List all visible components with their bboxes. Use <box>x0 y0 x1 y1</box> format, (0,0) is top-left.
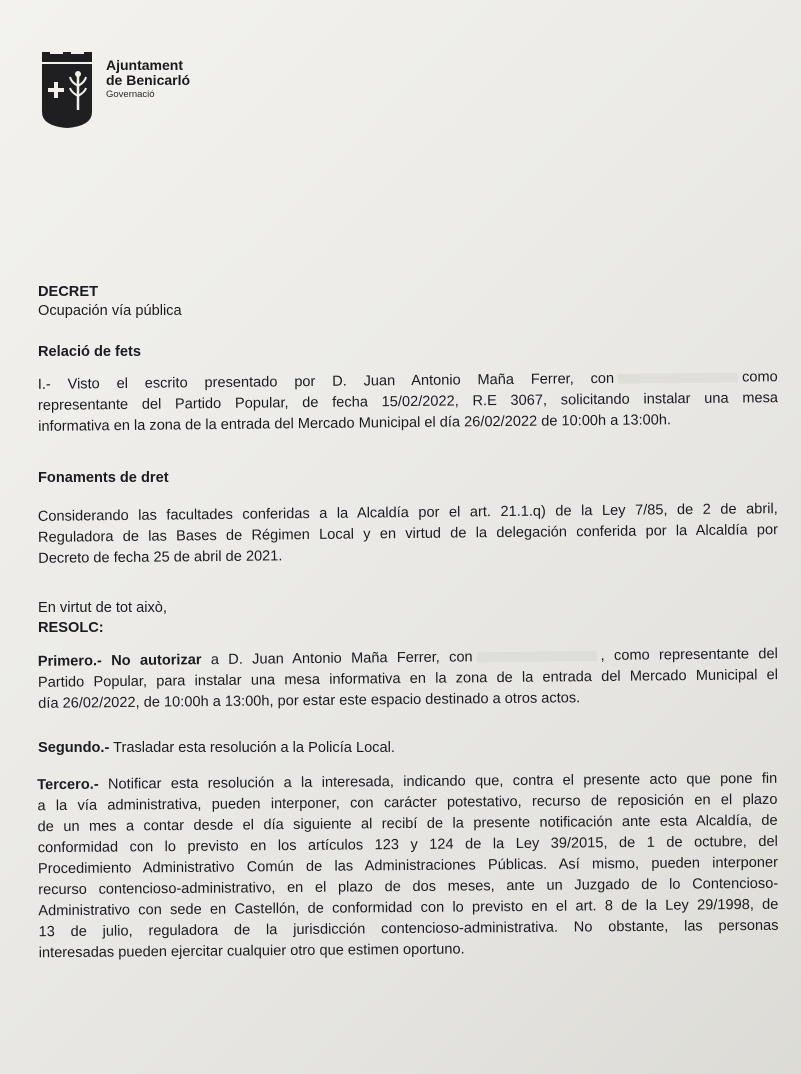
law-line-1: Considerando las facultades conferidas a la Alcaldía por el art. 21.1.q) de la Ley 7/85, de 2 de abril, <box>37 501 778 525</box>
redacted-text <box>477 651 597 662</box>
third-line-3: de un mes a contar desde el día siguiente al recibí de la presente notificación ante esta Alcaldía, de <box>37 812 778 836</box>
third-line-9: interesadas pueden ejercitar cualquier otro que estimen oportuno. <box>38 941 465 962</box>
org-name-line2: de Benicarló <box>106 72 191 88</box>
third-line-5: Procedimiento Administrativo Común de las Administraciones Públicas. Así mismo, pueden interponer <box>37 854 779 878</box>
first-line-3: día 26/02/2022, de 10:00h a 13:00h, por estar este espacio destinado a otros actos. <box>38 690 581 712</box>
doc-title: DECRET <box>38 284 98 300</box>
redacted-text <box>618 373 738 384</box>
bleed-through-text <box>441 0 801 260</box>
law-paragraph <box>38 499 779 570</box>
fact-1-line-2: representante del Partido Popular, de fecha 15/02/2022, R.E 3067, solicitando instalar una mesa <box>37 390 779 414</box>
law-line-2: Reguladora de las Bases de Régimen Local y en virtud de la delegación conferida por la Alcaldía por <box>37 522 779 546</box>
fact-1-line-3: informativa en la zona de la entrada del Mercado Municipal el día 26/02/2022 de 10:00h a 13:00h. <box>38 412 672 435</box>
third-line-8: 13 de julio, reguladora de la jurisdicción contencioso-administrativa. No obstante, las personas <box>38 917 779 941</box>
first-line-2: Partido Popular, para instalar una mesa informativa en la zona de la entrada del Mercado Municipal el <box>37 667 779 691</box>
doc-subtitle: Ocupación vía pública <box>38 303 182 319</box>
second-text: Trasladar esta resolución a la Policía Local. <box>113 740 395 756</box>
coat-of-arms-icon <box>40 52 94 128</box>
fact-1-line-1: I.- Visto el escrito presentado por D. Juan Antonio Maña Ferrer, con <box>37 370 615 393</box>
org-name-line1: Ajuntament <box>106 57 183 73</box>
third-line-7: Administrativo con sede en Castellón, de conformidad con lo previsto en el art. 8 de la Ley 29/1998, de <box>38 896 779 920</box>
second-label: Segundo.- <box>38 740 110 756</box>
third-line-6: recurso contencioso-administrativo, en el plazo de dos meses, ante un Juzgado de lo Contencioso- <box>38 875 779 899</box>
first-label: Primero.- <box>37 653 102 670</box>
first-action: No autorizar <box>111 652 202 670</box>
first-line-1: a D. Juan Antonio Maña Ferrer, con <box>210 649 473 669</box>
law-heading: Fonaments de dret <box>38 470 169 486</box>
third-line-1: Notificar esta resolución a la interesada, indicando que, contra el presente acto que pone fin <box>107 770 778 793</box>
third-label: Tercero.- <box>37 776 99 794</box>
law-line-3: Decreto de fecha 25 de abril de 2021. <box>38 548 283 567</box>
resolve-heading: RESOLC: <box>38 620 104 636</box>
third-line-2: a la vía administrativa, pueden interponer, con carácter potestativo, recurso de reposición en el plazo <box>37 791 778 815</box>
resolution-second <box>38 738 778 759</box>
resolution-third <box>37 769 779 964</box>
org-department: Governació <box>106 89 155 100</box>
first-line-1b: , como representante del <box>600 646 778 664</box>
facts-heading: Relació de fets <box>38 344 142 360</box>
resolution-first <box>38 644 779 715</box>
letterhead <box>40 52 200 130</box>
fact-1 <box>38 367 779 438</box>
virtue-line: En virtut de tot això, <box>38 600 167 616</box>
third-line-4: conformidad con lo previsto en los artículos 123 y 124 de la Ley 39/2015, de 1 de octubre, del <box>37 833 778 857</box>
fact-1-line-1b: como <box>741 369 778 386</box>
